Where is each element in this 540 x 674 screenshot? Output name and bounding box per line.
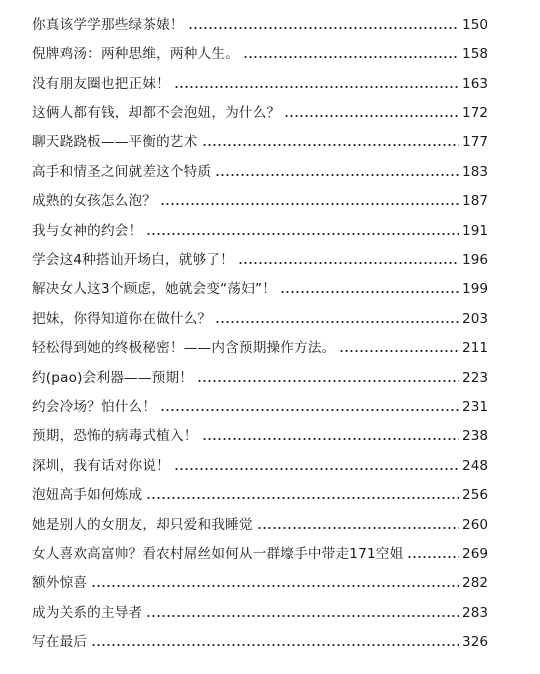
toc-entry[interactable] (32, 161, 488, 183)
dot-leader (339, 350, 459, 352)
dot-leader (407, 556, 459, 558)
toc-entry[interactable] (32, 455, 488, 477)
toc-entry-page: 187 (462, 193, 488, 209)
toc-entry[interactable] (32, 367, 488, 389)
toc-entry[interactable] (32, 425, 488, 447)
toc-entry-title: 额外惊喜 (32, 575, 88, 591)
dot-leader (160, 409, 459, 411)
dot-leader (160, 203, 459, 205)
toc-entry-title: 你真该学学那些绿茶婊！ (32, 17, 184, 33)
toc-entry-title: 把妹，你得知道你在做什么？ (32, 311, 212, 327)
dot-leader (146, 233, 459, 235)
dot-leader (238, 262, 459, 264)
toc-entry[interactable] (32, 308, 488, 330)
toc-entry-title: 约会冷场？怕什么！ (32, 399, 157, 415)
toc-entry-page: 199 (462, 281, 488, 297)
toc-entry-page: 283 (462, 605, 488, 621)
toc-entry-page: 196 (462, 252, 488, 268)
toc-entry-title: 高手和情圣之间就差这个特质 (32, 164, 212, 180)
toc-entry-page: 238 (462, 428, 488, 444)
toc-entry[interactable] (32, 631, 488, 653)
toc-entry-title: 轻松得到她的终极秘密！——内含预期操作方法。 (32, 340, 336, 356)
toc-entry-page: 172 (462, 105, 488, 121)
dot-leader (280, 291, 459, 293)
toc-entry-page: 158 (462, 46, 488, 62)
dot-leader (284, 115, 459, 117)
toc-entry-page: 231 (462, 399, 488, 415)
toc-entry[interactable] (32, 278, 488, 300)
toc-entry-page: 260 (462, 517, 488, 533)
toc-entry[interactable] (32, 43, 488, 65)
toc-entry-title: 深圳，我有话对你说！ (32, 458, 170, 474)
dot-leader (215, 321, 459, 323)
toc-entry-title: 写在最后 (32, 634, 88, 650)
toc-entry-title: 解决女人这3个顾虑，她就会变“荡妇”！ (32, 281, 277, 297)
toc-entry-title: 倪牌鸡汤：两种思维，两种人生。 (32, 46, 239, 62)
toc-entry-page: 163 (462, 76, 488, 92)
toc-entry-title: 泡妞高手如何炼成 (32, 487, 143, 503)
toc-entry[interactable] (32, 190, 488, 212)
dot-leader (202, 144, 460, 146)
toc-entry-page: 282 (462, 575, 488, 591)
dot-leader (91, 585, 459, 587)
toc-entry[interactable] (32, 220, 488, 242)
toc-entry-page: 191 (462, 223, 488, 239)
toc-entry[interactable] (32, 602, 488, 624)
toc-entry[interactable] (32, 131, 488, 153)
toc-entry-page: 223 (462, 370, 488, 386)
toc-entry[interactable] (32, 73, 488, 95)
dot-leader (146, 615, 459, 617)
toc-entry-title: 聊天跷跷板——平衡的艺术 (32, 134, 198, 150)
dot-leader (257, 527, 459, 529)
toc-entry-title: 成熟的女孩怎么泡？ (32, 193, 157, 209)
toc-entry-page: 248 (462, 458, 488, 474)
toc-entry[interactable] (32, 514, 488, 536)
toc-entry-page: 326 (462, 634, 488, 650)
toc-entry[interactable] (32, 484, 488, 506)
toc-entry-title: 预期，恐怖的病毒式植入！ (32, 428, 198, 444)
toc-entry-title: 我与女神的约会！ (32, 223, 143, 239)
dot-leader (197, 380, 459, 382)
toc-entry-title: 没有朋友圈也把正妹！ (32, 76, 170, 92)
toc-entry-title: 女人喜欢高富帅？看农村屌丝如何从一群壕手中带走171空姐 (32, 546, 404, 562)
toc-entry[interactable] (32, 102, 488, 124)
dot-leader (91, 644, 459, 646)
toc-entry[interactable] (32, 14, 488, 36)
toc-entry[interactable] (32, 396, 488, 418)
toc-entry-title: 约(pao)会利器——预期！ (32, 370, 194, 386)
toc-entry-page: 177 (462, 134, 488, 150)
toc-entry[interactable] (32, 249, 488, 271)
dot-leader (174, 468, 459, 470)
toc-entry-title: 她是别人的女朋友，却只爱和我睡觉 (32, 517, 253, 533)
toc-entry[interactable] (32, 543, 488, 565)
toc-entry-page: 211 (462, 340, 488, 356)
toc-entry-page: 150 (462, 17, 488, 33)
dot-leader (243, 56, 459, 58)
dot-leader (215, 174, 459, 176)
toc-entry-page: 183 (462, 164, 488, 180)
toc-entry[interactable] (32, 337, 488, 359)
toc-entry-page: 256 (462, 487, 488, 503)
toc-entry-title: 成为关系的主导者 (32, 605, 143, 621)
dot-leader (202, 438, 460, 440)
toc-entry[interactable] (32, 572, 488, 594)
toc-entry-title: 这俩人都有钱，却都不会泡妞，为什么？ (32, 105, 281, 121)
toc-entry-page: 269 (462, 546, 488, 562)
dot-leader (146, 497, 459, 499)
toc-entry-title: 学会这4种搭讪开场白，就够了！ (32, 252, 234, 268)
dot-leader (188, 27, 459, 29)
toc-entry-page: 203 (462, 311, 488, 327)
dot-leader (174, 86, 459, 88)
